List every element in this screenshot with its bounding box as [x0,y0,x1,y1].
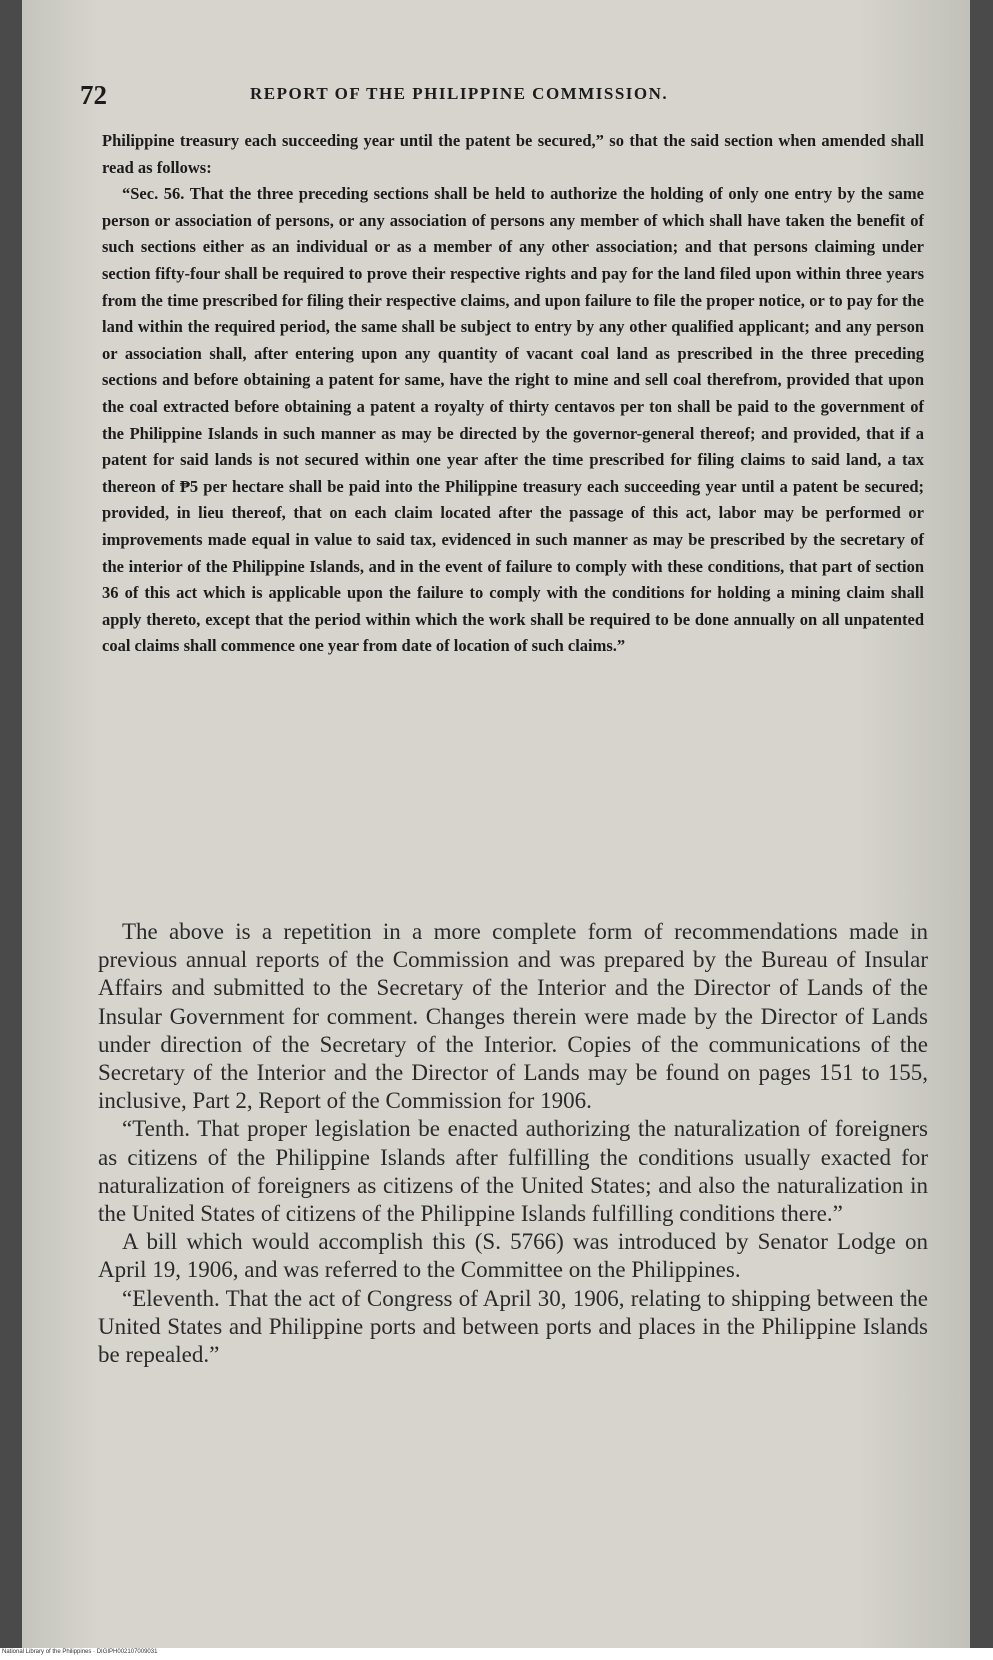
scan-footer [0,1648,993,1660]
amendment-intro: Philippine treasury each succeeding year until the patent be secured,” so that the said section when amended shall read as follows: [102,131,924,177]
quoted-amendment [102,128,924,660]
page-header [80,80,910,120]
running-head: REPORT OF THE PHILIPPINE COMMISSION. [250,84,669,103]
body-text [98,918,928,1369]
section-56-text: “Sec. 56. That the three preceding sections shall be held to authorize the holding of only one entry by the same person or association of persons, or any association of persons any member of which shall have taken the benefit of such sections either as an individual or as a member of any other association; and that persons claiming under section fifty-four shall be required to prove their respective rights and pay for the land filed upon within three years from the time prescribed for filing their respective claims, and upon failure to file the proper notice, or to pay for the land within the required period, the same shall be subject to entry by any other qualified applicant; and any person or association shall, after entering upon any quantity of vacant coal land as prescribed in the three preceding sections and before obtaining a patent for same, have the right to mine and sell coal therefrom, provided that upon the coal extracted before obtaining a patent a royalty of thirty centavos per ton shall be paid to the government of the Philippine Islands in such manner as may be directed by the governor-general thereof; and provided, that if a patent for said lands is not secured within one year after the time prescribed for filing claims to said land, a tax thereon of ₱5 per hectare shall be paid into the Philippine treasury each succeeding year until a patent be secured; provided, in lieu thereof, that on each claim located after the passage of this act, labor may be performed or improvements made equal in value to said tax, evidenced in such manner as may be prescribed by the secretary of the interior of the Philippine Islands, and in the event of failure to comply with these conditions, that part of section 36 of this act which is applicable upon the failure to comply with the conditions for holding a mining claim shall apply thereto, except that the period within which the work shall be required to be done annually on all unpatented coal claims shall commence one year from date of location of such claims.” [102,184,924,656]
paragraph-commission-repetition: The above is a repetition in a more complete form of recommendations made in previous annual reports of the Commission and was prepared by the Bureau of Insular Affairs and submitted to the Secretary of the Interior and the Director of Lands of the Insular Government for comment. Changes therein were made by the Director of Lands under direction of the Secretary of the Interior. Copies of the communications of the Secretary of the Interior and the Director of Lands may be found on pages 151 to 155, inclusive, Part 2, Report of the Commission for 1906. [98,919,928,1114]
paragraph-senate-bill: A bill which would accomplish this (S. 5766) was introduced by Senator Lodge on April 19, 1906, and was referred to the Committee on the Philippines. [98,1229,928,1283]
scan-credit: National Library of the Philippines · DIGIPH002107009031 [2,1649,158,1655]
paragraph-eleventh-recommendation: “Eleventh. That the act of Congress of April 30, 1906, relating to shipping between the United States and Philippine ports and between ports and places in the Philippine Islands be repealed.” [98,1285,928,1368]
paragraph-tenth-recommendation: “Tenth. That proper legislation be enacted authorizing the naturalization of foreigners as citizens of the Philippine Islands after fulfilling the conditions usually exacted for naturalization of foreigners as citizens of the United States; and also the naturalization in the United States of citizens of the Philippine Islands fulfilling conditions there.” [98,1116,928,1227]
document-page [22,0,970,1648]
page-number: 72 [80,80,107,110]
